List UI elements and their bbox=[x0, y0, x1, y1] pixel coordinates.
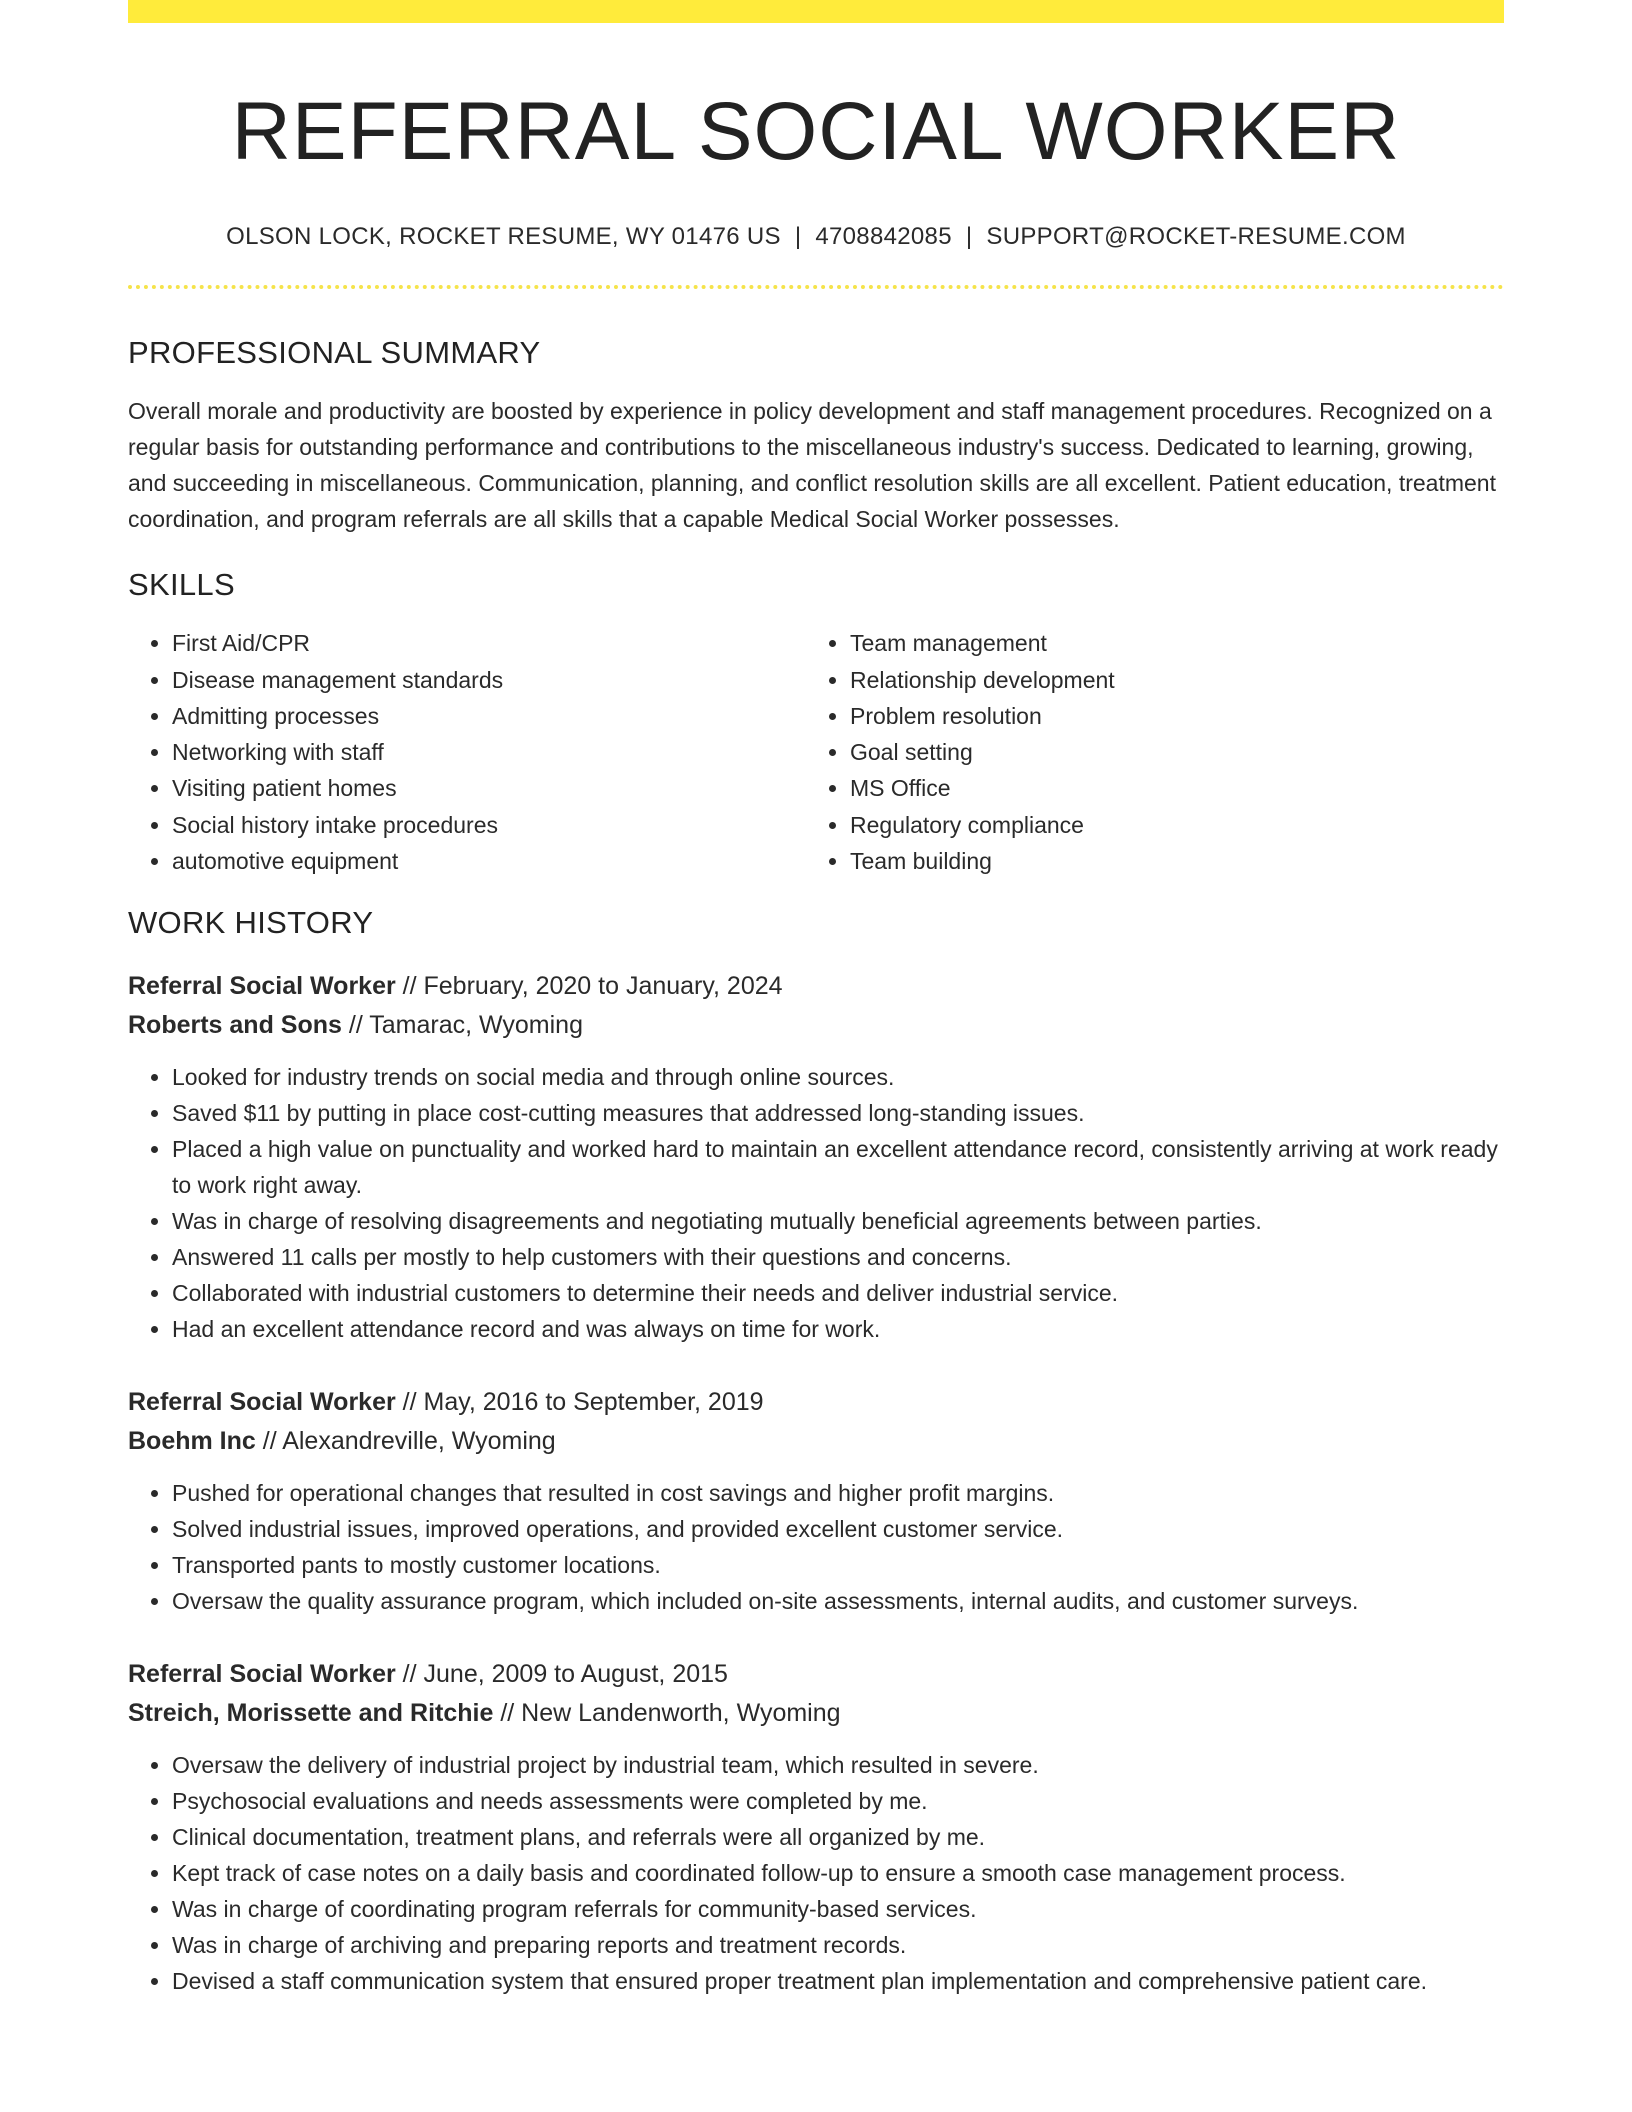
skill-item: • Goal setting bbox=[850, 734, 1484, 770]
accent-bar bbox=[128, 0, 1504, 23]
job-company-line bbox=[128, 1422, 1504, 1461]
job-role: Referral Social Worker bbox=[128, 1660, 396, 1689]
job-location: // Tamarac, Wyoming bbox=[348, 1011, 583, 1040]
job-bullet: • Kept track of case notes on a daily basis and coordinated follow-up to ensure a smooth case management process. bbox=[172, 1855, 1504, 1891]
job-company: Roberts and Sons bbox=[128, 1011, 342, 1040]
job-bullet: • Collaborated with industrial customers to determine their needs and deliver industrial service. bbox=[172, 1275, 1504, 1311]
contact-email: SUPPORT@ROCKET-RESUME.COM bbox=[986, 223, 1406, 251]
job-bullet: • Was in charge of coordinating program referrals for community-based services. bbox=[172, 1891, 1504, 1927]
job-bullet: • Was in charge of archiving and preparing reports and treatment records. bbox=[172, 1927, 1504, 1963]
resume-name: REFERRAL SOCIAL WORKER bbox=[231, 86, 1401, 177]
skill-item: • First Aid/CPR bbox=[172, 625, 806, 661]
job-bullet: • Looked for industry trends on social media and through online sources. bbox=[172, 1059, 1504, 1095]
job-role: Referral Social Worker bbox=[128, 1388, 396, 1417]
skill-item: • Regulatory compliance bbox=[850, 807, 1484, 843]
job-title-line bbox=[128, 967, 1504, 1006]
skills-column-right bbox=[806, 625, 1484, 879]
resume-page bbox=[128, 0, 1504, 1999]
job-company: Boehm Inc bbox=[128, 1427, 256, 1456]
job-bullet: • Clinical documentation, treatment plans, and referrals were all organized by me. bbox=[172, 1819, 1504, 1855]
skill-item: • Admitting processes bbox=[172, 698, 806, 734]
job-bullet: • Placed a high value on punctuality and worked hard to maintain an excellent attendance record, consistently arriving at work ready to work right away. bbox=[172, 1131, 1504, 1203]
contact-address: OLSON LOCK, ROCKET RESUME, WY 01476 US bbox=[226, 223, 781, 251]
skill-item: • Team management bbox=[850, 625, 1484, 661]
work-history-heading: WORK HISTORY bbox=[128, 905, 374, 941]
job-bullet: • Psychosocial evaluations and needs assessments were completed by me. bbox=[172, 1783, 1504, 1819]
skill-item: • Social history intake procedures bbox=[172, 807, 806, 843]
job-entry bbox=[128, 1655, 1504, 1999]
job-bullet: • Devised a staff communication system that ensured proper treatment plan implementation and comprehensive patient care. bbox=[172, 1963, 1504, 1999]
skill-item: • Relationship development bbox=[850, 662, 1484, 698]
job-bullets bbox=[128, 1475, 1504, 1619]
job-role: Referral Social Worker bbox=[128, 972, 396, 1001]
job-entry bbox=[128, 1383, 1504, 1619]
job-title-line bbox=[128, 1383, 1504, 1422]
job-bullet: • Oversaw the delivery of industrial project by industrial team, which resulted in severe. bbox=[172, 1747, 1504, 1783]
job-company-line bbox=[128, 1006, 1504, 1045]
job-company: Streich, Morissette and Ritchie bbox=[128, 1699, 494, 1728]
skill-item: • Team building bbox=[850, 843, 1484, 879]
job-bullet: • Oversaw the quality assurance program, which included on-site assessments, internal audits, and customer surveys. bbox=[172, 1583, 1504, 1619]
job-bullet: • Saved $11 by putting in place cost-cutting measures that addressed long-standing issues. bbox=[172, 1095, 1504, 1131]
job-bullet: • Pushed for operational changes that resulted in cost savings and higher profit margins. bbox=[172, 1475, 1504, 1511]
job-company-line bbox=[128, 1694, 1504, 1733]
summary-text: Overall morale and productivity are boosted by experience in policy development and staff management procedures. Recognized on a regular basis for outstanding performance and contributions to the miscellaneous industry's success. Dedicated to learning, growing, and succeeding in miscellaneous. Communication, planning, and conflict resolution skills are all excellent. Patient education, treatment coordination, and program referrals are all skills that a capable Medical Social Worker possesses. bbox=[128, 398, 1496, 533]
skill-item: • Problem resolution bbox=[850, 698, 1484, 734]
job-bullet: • Was in charge of resolving disagreements and negotiating mutually beneficial agreements between parties. bbox=[172, 1203, 1504, 1239]
skill-item: • Visiting patient homes bbox=[172, 770, 806, 806]
skills-list bbox=[128, 625, 1504, 879]
summary-heading: PROFESSIONAL SUMMARY bbox=[128, 335, 541, 371]
skill-item: • Networking with staff bbox=[172, 734, 806, 770]
job-bullets bbox=[128, 1059, 1504, 1347]
contact-phone: 4708842085 bbox=[815, 223, 952, 251]
skills-column-left bbox=[128, 625, 806, 879]
contact-line bbox=[128, 223, 1504, 251]
job-dates: // February, 2020 to January, 2024 bbox=[402, 972, 783, 1001]
job-dates: // May, 2016 to September, 2019 bbox=[402, 1388, 764, 1417]
skills-heading: SKILLS bbox=[128, 567, 235, 603]
contact-separator: | bbox=[794, 223, 802, 251]
skill-item: • MS Office bbox=[850, 770, 1484, 806]
skill-item: • automotive equipment bbox=[172, 843, 806, 879]
job-location: // New Landenworth, Wyoming bbox=[500, 1699, 841, 1728]
job-bullet: • Answered 11 calls per mostly to help customers with their questions and concerns. bbox=[172, 1239, 1504, 1275]
job-dates: // June, 2009 to August, 2015 bbox=[402, 1660, 728, 1689]
contact-separator: | bbox=[965, 223, 973, 251]
job-title-line bbox=[128, 1655, 1504, 1694]
job-bullet: • Had an excellent attendance record and was always on time for work. bbox=[172, 1311, 1504, 1347]
job-bullets bbox=[128, 1747, 1504, 1999]
job-bullet: • Solved industrial issues, improved operations, and provided excellent customer service. bbox=[172, 1511, 1504, 1547]
job-entry bbox=[128, 967, 1504, 1347]
skill-item: • Disease management standards bbox=[172, 662, 806, 698]
job-bullet: • Transported pants to mostly customer locations. bbox=[172, 1547, 1504, 1583]
job-location: // Alexandreville, Wyoming bbox=[262, 1427, 556, 1456]
header-divider bbox=[128, 285, 1504, 289]
